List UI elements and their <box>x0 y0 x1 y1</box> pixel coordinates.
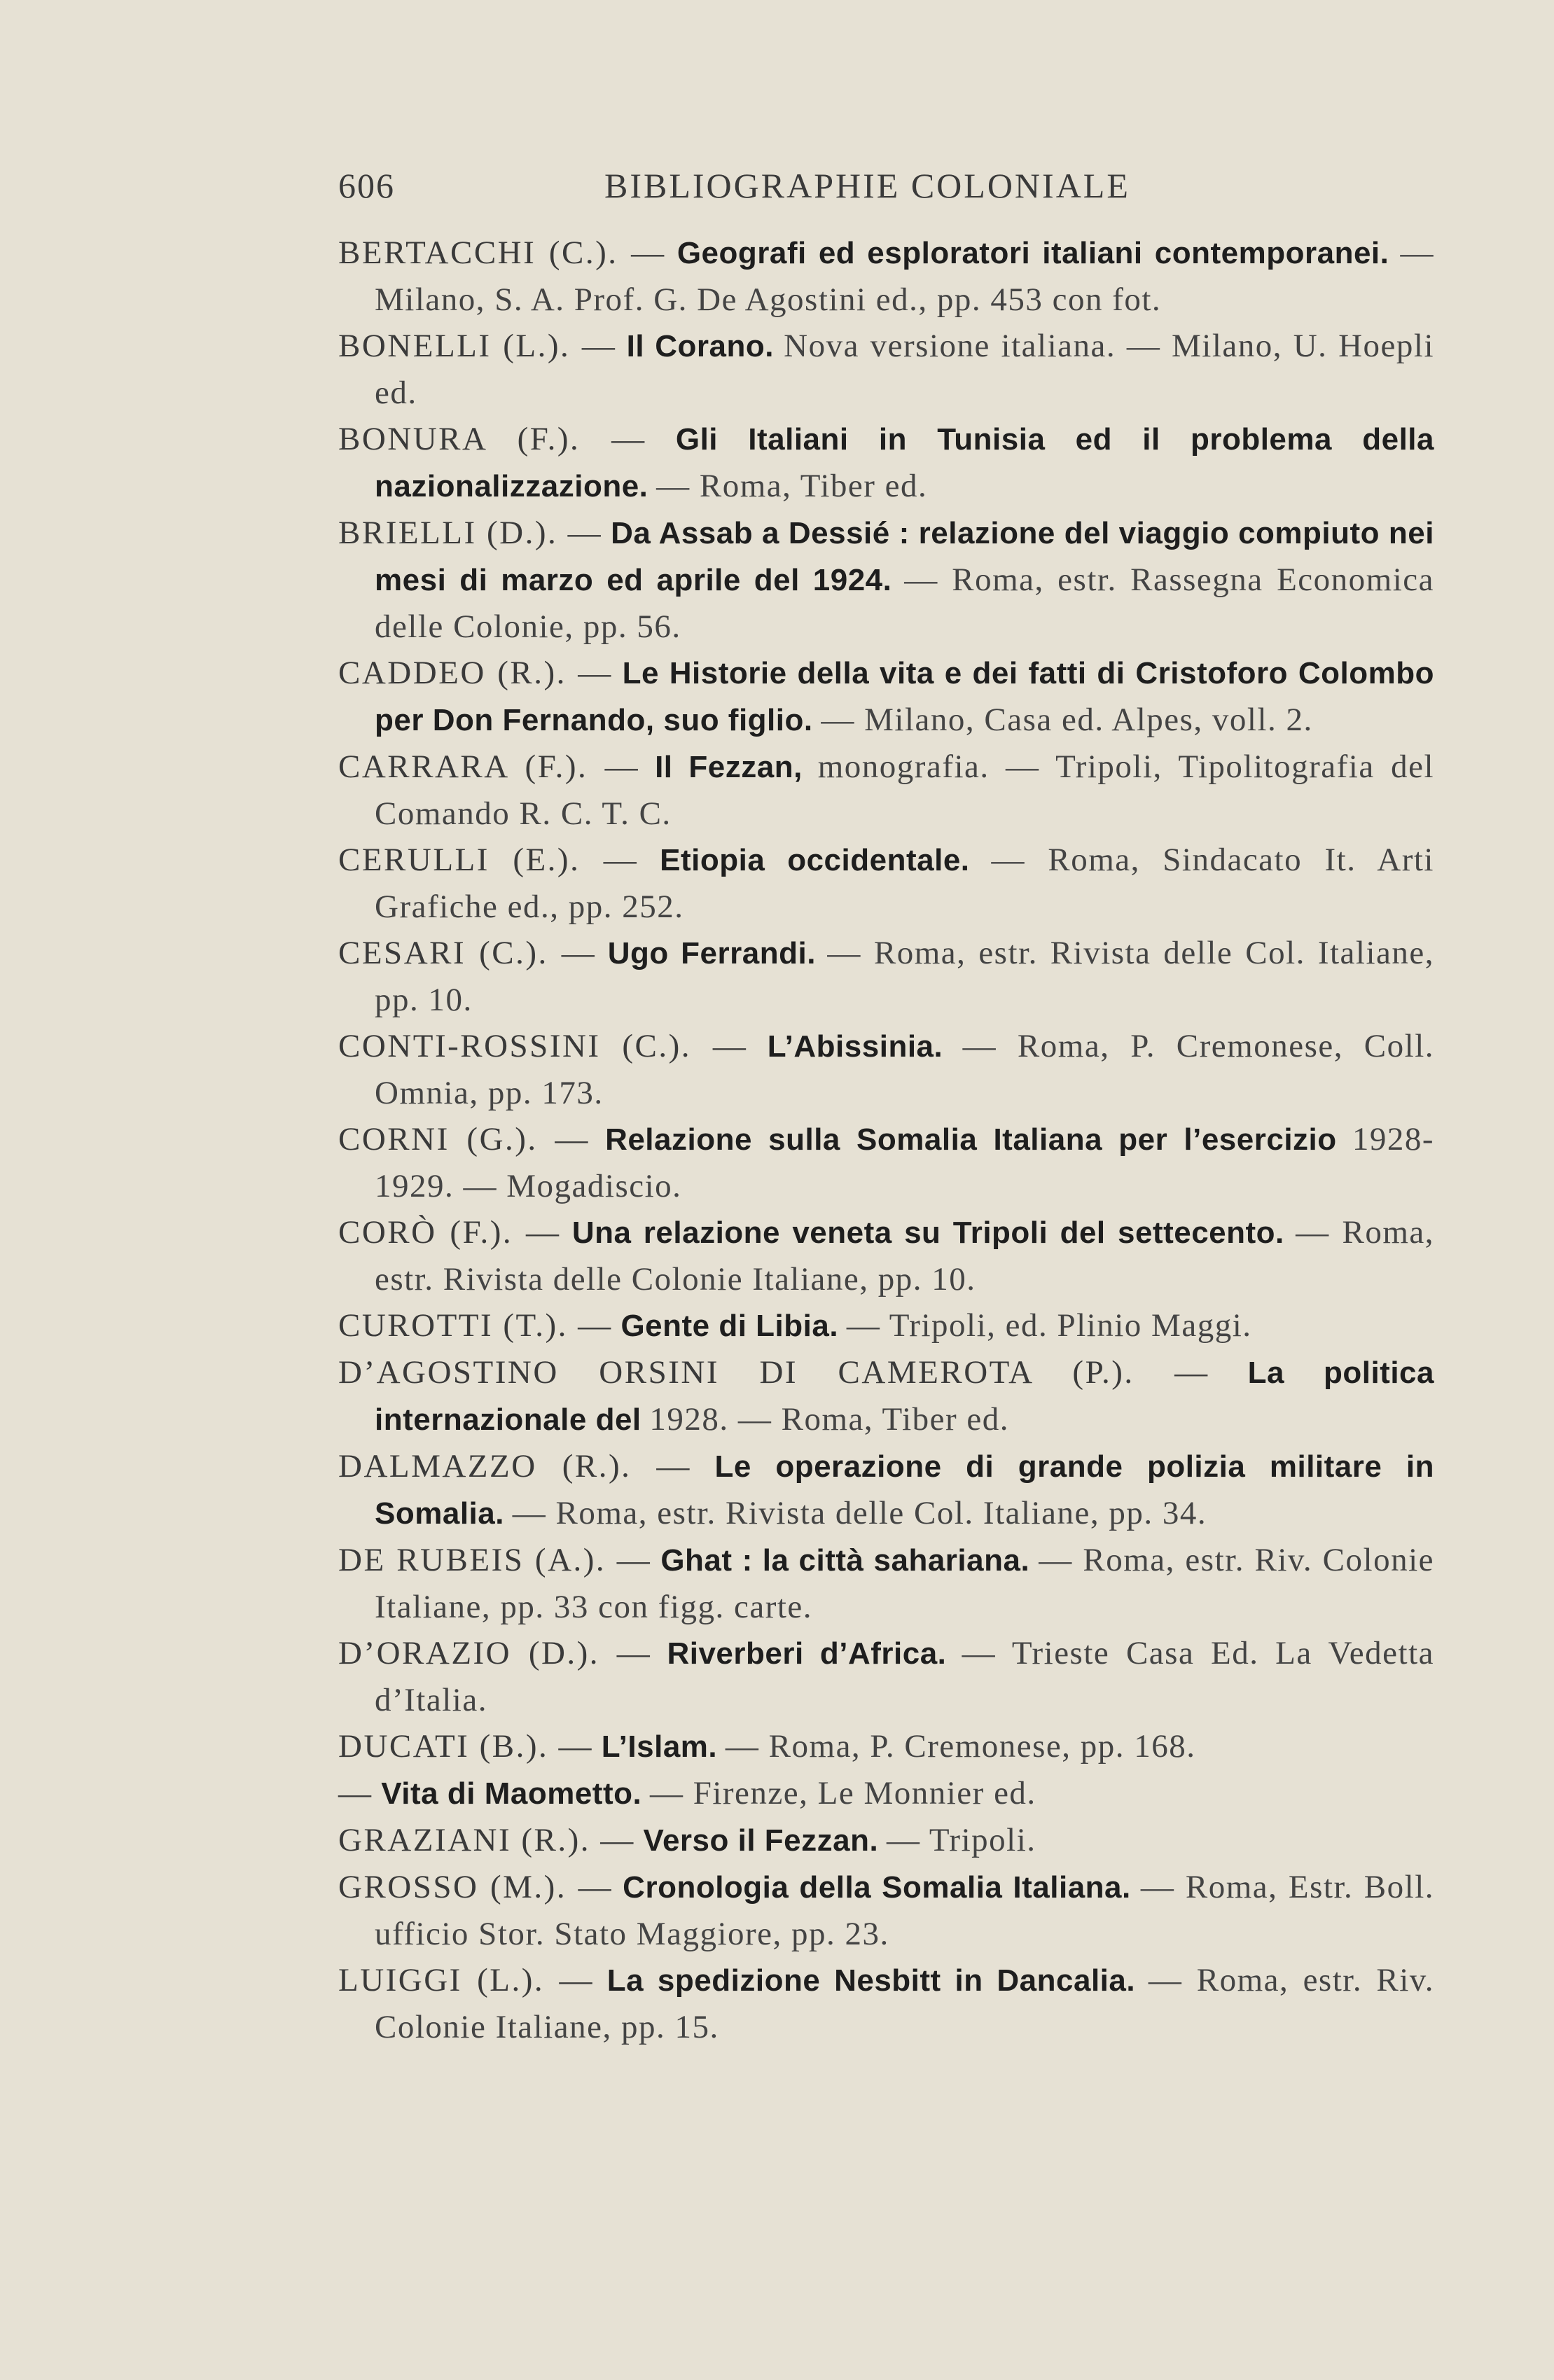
bibliography-entry <box>338 416 1434 510</box>
entry-publication: — Roma, Estr. Boll. ufficio Stor. Stato Maggiore, pp. 23. <box>375 1869 1435 1952</box>
entry-title: Ugo Ferrandi. <box>607 936 816 970</box>
entry-title: Ghat : la città sahariana. <box>660 1543 1030 1578</box>
entry-publication: 1928-1929. — Mogadiscio. <box>375 1121 1435 1204</box>
entry-publication: — Roma, P. Cremonese, Coll. Omnia, pp. 173. <box>375 1028 1435 1111</box>
entry-title: L’Islam. <box>601 1730 718 1764</box>
entry-author: BONELLI (L.). — <box>338 328 617 364</box>
bibliography-entry <box>338 650 1434 744</box>
bibliography-entry <box>338 1957 1434 2050</box>
entry-author: BERTACCHI (C.). — <box>338 235 666 271</box>
entry-title: Cronologia della Somalia Italiana. <box>623 1870 1131 1905</box>
running-title: BIBLIOGRAPHIE COLONIALE <box>604 166 1130 205</box>
bibliography-entry <box>338 230 1434 323</box>
bibliography-entry <box>338 837 1434 930</box>
entry-title: Il Fezzan, <box>655 750 803 784</box>
entry-publication: — Roma, Tiber ed. <box>656 468 928 504</box>
bibliography-entry <box>338 1116 1434 1209</box>
entry-title: Relazione sulla Somalia Italiana per l’esercizio <box>605 1122 1337 1157</box>
entry-title: Riverberi d’Africa. <box>667 1636 947 1671</box>
entry-publication: 1928. — Roma, Tiber ed. <box>649 1401 1010 1438</box>
entry-author: CARRARA (F.). — <box>338 749 640 785</box>
bibliography-entry <box>338 1443 1434 1537</box>
entry-author: CERULLI (E.). — <box>338 842 639 878</box>
bibliography-entry <box>338 1349 1434 1443</box>
entry-title: Gli Italiani in Tunisia ed il problema della nazionalizzazione. <box>375 422 1434 503</box>
entry-title: Gente di Libia. <box>620 1309 839 1343</box>
entry-title: Le operazione di grande polizia militare in Somalia. <box>375 1449 1434 1531</box>
entry-title: Geografi ed esploratori italiani contemporanei. <box>677 236 1389 270</box>
bibliography-entry <box>338 1537 1434 1630</box>
bibliography-entry <box>338 744 1434 837</box>
bibliography-entry <box>338 1817 1434 1864</box>
page-number: 606 <box>338 166 395 205</box>
entry-publication: — Tripoli, ed. Plinio Maggi. <box>846 1307 1252 1344</box>
entry-author: GROSSO (M.). — <box>338 1869 613 1905</box>
entry-author: — <box>338 1775 373 1811</box>
bibliography-entry <box>338 1023 1434 1116</box>
bibliography-entry <box>338 930 1434 1023</box>
entry-publication: — Roma, estr. Rivista delle Col. Italiane, pp. 34. <box>512 1495 1207 1531</box>
entry-author: DALMAZZO (R.). — <box>338 1448 691 1484</box>
entry-title: Verso il Fezzan. <box>643 1823 879 1858</box>
entry-author: DE RUBEIS (A.). — <box>338 1542 652 1578</box>
entry-publication: — Firenze, Le Monnier ed. <box>649 1775 1036 1811</box>
entry-author: BRIELLI (D.). — <box>338 515 603 551</box>
entry-publication: — Roma, estr. Rivista delle Col. Italiane, pp. 10. <box>375 935 1435 1018</box>
entry-author: CADDEO (R.). — <box>338 655 613 691</box>
entry-title: L’Abissinia. <box>767 1029 943 1064</box>
entry-author: CUROTTI (T.). — <box>338 1307 613 1344</box>
entry-publication: — Roma, estr. Rivista delle Colonie Italiane, pp. 10. <box>375 1214 1434 1297</box>
entry-author: LUIGGI (L.). — <box>338 1962 594 1998</box>
entry-publication: — Roma, estr. Rassegna Economica delle Colonie, pp. 56. <box>375 562 1434 645</box>
entry-publication: monografia. — Tripoli, Tipolitografia del Comando R. C. T. C. <box>375 749 1435 832</box>
entry-publication: — Tripoli. <box>886 1822 1036 1858</box>
entry-publication: — Roma, estr. Riv. Colonie Italiane, pp. 15. <box>375 1962 1434 2045</box>
bibliography-entry <box>338 1209 1434 1302</box>
bibliography-list <box>338 230 1434 2050</box>
entry-title: Una relazione veneta su Tripoli del settecento. <box>571 1216 1284 1250</box>
entry-author: CORÒ (F.). — <box>338 1214 561 1251</box>
bibliography-entry <box>338 1302 1434 1349</box>
entry-publication: — Milano, Casa ed. Alpes, voll. 2. <box>821 702 1313 738</box>
entry-title: La politica internazionale del <box>375 1356 1434 1437</box>
entry-author: CORNI (G.). — <box>338 1121 590 1157</box>
entry-publication: Nova versione italiana. — Milano, U. Hoepli ed. <box>375 328 1435 411</box>
entry-publication: — Roma, Sindacato It. Arti Grafiche ed., pp. 252. <box>375 842 1434 925</box>
bibliography-entry <box>338 510 1434 650</box>
entry-title: La spedizione Nesbitt in Dancalia. <box>606 1963 1136 1998</box>
entry-author: CONTI-ROSSINI (C.). — <box>338 1028 748 1064</box>
bibliography-entry <box>338 1864 1434 1957</box>
entry-author: CESARI (C.). — <box>338 935 597 971</box>
entry-author: D’ORAZIO (D.). — <box>338 1635 652 1671</box>
bibliography-entry <box>338 1770 1434 1817</box>
entry-author: GRAZIANI (R.). — <box>338 1822 635 1858</box>
bibliography-entry <box>338 1723 1434 1770</box>
entry-title: Etiopia occidentale. <box>660 843 970 877</box>
entry-title: Le Historie della vita e dei fatti di Cristoforo Colombo per Don Fernando, suo figlio. <box>375 656 1435 737</box>
entry-title: Il Corano. <box>626 329 774 363</box>
bibliography-entry <box>338 323 1434 416</box>
running-header <box>338 165 1431 214</box>
bibliography-entry <box>338 1630 1434 1723</box>
entry-publication: — Roma, estr. Riv. Colonie Italiane, pp. 33 con figg. carte. <box>375 1542 1435 1625</box>
entry-publication: — Trieste Casa Ed. La Vedetta d’Italia. <box>375 1635 1434 1718</box>
entry-author: D’AGOSTINO ORSINI DI CAMEROTA (P.). — <box>338 1354 1209 1391</box>
entry-author: DUCATI (B.). — <box>338 1728 593 1765</box>
entry-title: Da Assab a Dessié : relazione del viaggio compiuto nei mesi di marzo ed aprile del 1924. <box>375 516 1435 597</box>
entry-title: Vita di Maometto. <box>381 1776 642 1811</box>
entry-publication: — Roma, P. Cremonese, pp. 168. <box>725 1728 1196 1765</box>
entry-author: BONURA (F.). — <box>338 421 646 457</box>
entry-publication: — Milano, S. A. Prof. G. De Agostini ed., pp. 453 con fot. <box>375 235 1435 318</box>
